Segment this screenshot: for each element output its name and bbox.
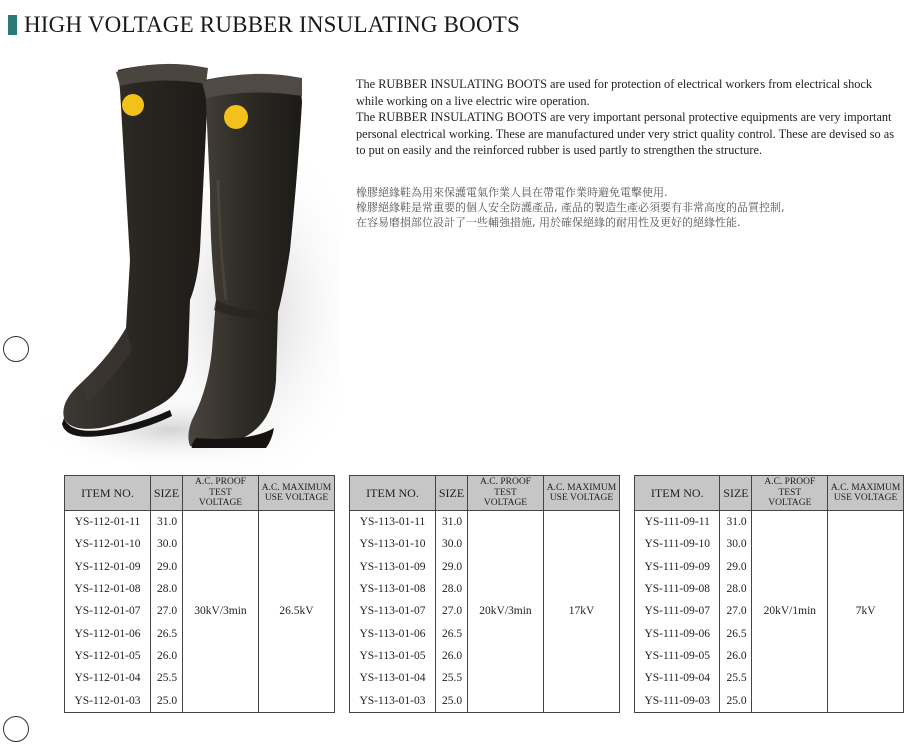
rubber-insulating-boots-photo (40, 50, 340, 480)
spec-table-113 (349, 475, 620, 713)
header-proof-voltage: A.C. PROOF TEST VOLTAGE (183, 476, 259, 511)
table-row (65, 511, 335, 534)
item-no-cell: YS-113-01-09 (350, 556, 436, 578)
size-cell: 25.0 (151, 689, 183, 712)
proof-voltage-cell: 30kV/3min (183, 511, 259, 713)
description-paragraph: The RUBBER INSULATING BOOTS are very important personal protective equipments are very important personal electrical working. These are manufactured under very strict quality control. These are devised so as to put on easily and the reinforced rubber is used partly to strengthen the structure. (356, 110, 895, 157)
header-size: SIZE (151, 476, 183, 511)
item-no-cell: YS-111-09-09 (635, 556, 720, 578)
size-cell: 28.0 (436, 578, 468, 600)
size-cell: 29.0 (151, 556, 183, 578)
page-title: HIGH VOLTAGE RUBBER INSULATING BOOTS (24, 12, 521, 37)
size-cell: 28.0 (720, 578, 752, 600)
table-header-row (350, 476, 620, 511)
header-size: SIZE (436, 476, 468, 511)
spec-table-112 (64, 475, 335, 713)
description-chinese-line: 橡膠絕緣鞋為用來保護電氣作業人員在帶電作業時避免電擊使用. (356, 186, 668, 199)
size-cell: 25.0 (436, 689, 468, 712)
size-cell: 26.5 (720, 622, 752, 644)
item-no-cell: YS-111-09-05 (635, 645, 720, 667)
header-size: SIZE (720, 476, 752, 511)
header-proof-voltage: A.C. PROOF TEST VOLTAGE (468, 476, 544, 511)
proof-voltage-cell: 20kV/1min (752, 511, 828, 713)
size-cell: 26.0 (151, 645, 183, 667)
size-cell: 25.5 (436, 667, 468, 689)
size-cell: 31.0 (720, 511, 752, 534)
item-no-cell: YS-111-09-03 (635, 689, 720, 712)
size-cell: 31.0 (151, 511, 183, 534)
item-no-cell: YS-112-01-07 (65, 600, 151, 622)
item-no-cell: YS-112-01-09 (65, 556, 151, 578)
size-cell: 29.0 (436, 556, 468, 578)
table-row (350, 511, 620, 534)
proof-voltage-cell: 20kV/3min (468, 511, 544, 713)
size-cell: 27.0 (720, 600, 752, 622)
item-no-cell: YS-113-01-03 (350, 689, 436, 712)
item-no-cell: YS-113-01-05 (350, 645, 436, 667)
size-cell: 30.0 (151, 533, 183, 555)
size-cell: 25.5 (151, 667, 183, 689)
size-cell: 25.5 (720, 667, 752, 689)
item-no-cell: YS-111-09-10 (635, 533, 720, 555)
spec-table-111 (634, 475, 904, 713)
description-chinese (356, 185, 896, 230)
size-cell: 31.0 (436, 511, 468, 534)
item-no-cell: YS-112-01-08 (65, 578, 151, 600)
table-row (635, 511, 904, 534)
item-no-cell: YS-112-01-11 (65, 511, 151, 534)
max-voltage-cell: 17kV (544, 511, 620, 713)
header-proof-voltage: A.C. PROOF TEST VOLTAGE (752, 476, 828, 511)
size-cell: 29.0 (720, 556, 752, 578)
binder-hole-top (3, 336, 29, 362)
header-max-voltage: A.C. MAXIMUM USE VOLTAGE (259, 476, 335, 511)
header-item-no: ITEM NO. (65, 476, 151, 511)
item-no-cell: YS-111-09-07 (635, 600, 720, 622)
item-no-cell: YS-113-01-04 (350, 667, 436, 689)
size-cell: 26.5 (151, 622, 183, 644)
table-header-row (65, 476, 335, 511)
item-no-cell: YS-113-01-06 (350, 622, 436, 644)
item-no-cell: YS-113-01-08 (350, 578, 436, 600)
size-cell: 26.5 (436, 622, 468, 644)
description-paragraph: The RUBBER INSULATING BOOTS are used for protection of electrical workers from electrical shock while working on a live electric wire operation. (356, 77, 872, 108)
binder-hole-bottom (3, 716, 29, 742)
size-cell: 25.0 (720, 689, 752, 712)
description-chinese-line: 橡膠絕緣鞋是常重要的個人安全防護產品, 產品的製造生產必須要有非常高度的品質控制, (356, 201, 785, 214)
header-max-voltage: A.C. MAXIMUM USE VOLTAGE (828, 476, 904, 511)
size-cell: 27.0 (436, 600, 468, 622)
item-no-cell: YS-112-01-04 (65, 667, 151, 689)
item-no-cell: YS-112-01-10 (65, 533, 151, 555)
page-header (8, 12, 520, 38)
size-cell: 30.0 (436, 533, 468, 555)
item-no-cell: YS-111-09-11 (635, 511, 720, 534)
size-cell: 26.0 (436, 645, 468, 667)
max-voltage-cell: 7kV (828, 511, 904, 713)
description-english (356, 76, 896, 159)
item-no-cell: YS-111-09-06 (635, 622, 720, 644)
size-cell: 27.0 (151, 600, 183, 622)
title-marker (8, 15, 17, 35)
item-no-cell: YS-113-01-11 (350, 511, 436, 534)
item-no-cell: YS-113-01-10 (350, 533, 436, 555)
description-chinese-line: 在容易磨損部位設計了一些輔強措施, 用於確保絕緣的耐用性及更好的絕緣性能. (356, 216, 741, 229)
item-no-cell: YS-112-01-03 (65, 689, 151, 712)
header-item-no: ITEM NO. (635, 476, 720, 511)
item-no-cell: YS-111-09-08 (635, 578, 720, 600)
size-cell: 28.0 (151, 578, 183, 600)
table-header-row (635, 476, 904, 511)
max-voltage-cell: 26.5kV (259, 511, 335, 713)
item-no-cell: YS-113-01-07 (350, 600, 436, 622)
header-max-voltage: A.C. MAXIMUM USE VOLTAGE (544, 476, 620, 511)
item-no-cell: YS-112-01-06 (65, 622, 151, 644)
header-item-no: ITEM NO. (350, 476, 436, 511)
item-no-cell: YS-112-01-05 (65, 645, 151, 667)
item-no-cell: YS-111-09-04 (635, 667, 720, 689)
size-cell: 30.0 (720, 533, 752, 555)
size-cell: 26.0 (720, 645, 752, 667)
